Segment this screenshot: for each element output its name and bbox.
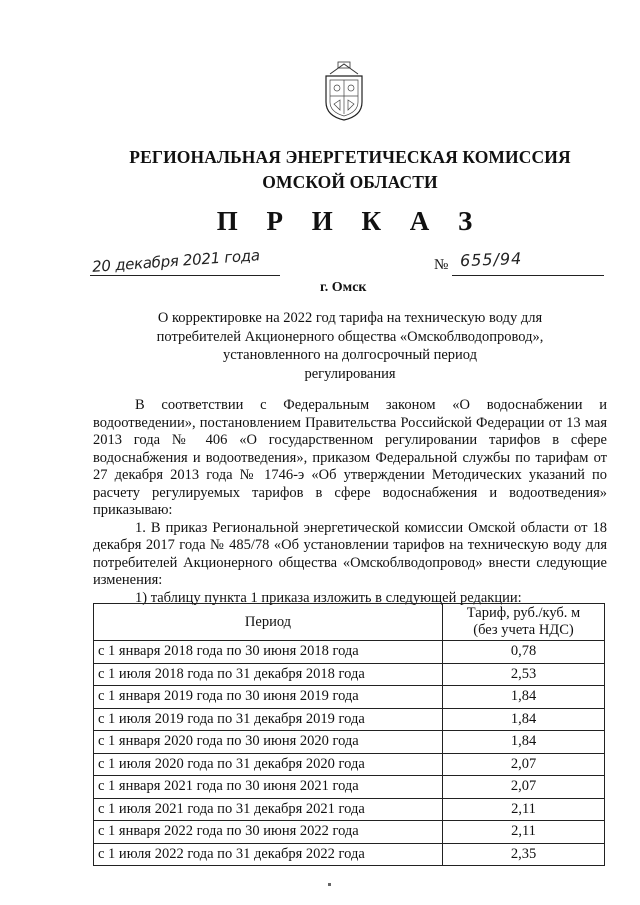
handwritten-date: 20 декабря 2021 года bbox=[91, 246, 261, 276]
table-row bbox=[94, 843, 605, 866]
period-cell: с 1 июля 2020 года по 31 декабря 2020 года bbox=[94, 753, 443, 776]
organization-name-line2: ОМСКОЙ ОБЛАСТИ bbox=[262, 172, 438, 192]
tariff-cell: 2,53 bbox=[443, 663, 605, 686]
page-mark bbox=[328, 883, 331, 886]
preamble-paragraph: В соответствии с Федеральным законом «О водоснабжении и водоотведении», постановлением Правительства Российской Федерации от 13 мая 2013 года № 406 «О государственном регулировании тарифов в сфере водоснабжения и водоотведения», приказом Федеральной службы по тарифам от 27 декабря 2013 года № 1746-э «Об утверждении Методических указаний по расчету регулируемых тарифов в сфере водоснабжения и водоотведения» приказываю: bbox=[93, 397, 607, 518]
table-row bbox=[94, 641, 605, 664]
table-row bbox=[94, 686, 605, 709]
table-row bbox=[94, 776, 605, 799]
subject-line: установленного на долгосрочный период bbox=[222, 347, 478, 363]
handwritten-number: 655/94 bbox=[459, 248, 523, 271]
table-row bbox=[94, 731, 605, 754]
coat-of-arms-icon bbox=[322, 60, 366, 122]
subject-line: потребителей Акционерного общества «Омскоблводопровод», bbox=[156, 328, 544, 345]
period-cell: с 1 июля 2019 года по 31 декабря 2019 года bbox=[94, 708, 443, 731]
clause-1-paragraph: 1. В приказ Региональной энергетической комиссии Омской области от 18 декабря 2017 года № 485/78 «Об установлении тарифов на техническую воду для потребителей Акционерного общества «Омскоблводопровод» внести следующие изменения: bbox=[93, 519, 607, 588]
subject-line: регулирования bbox=[304, 365, 396, 382]
table-row bbox=[94, 663, 605, 686]
organization-name-line1: РЕГИОНАЛЬНАЯ ЭНЕРГЕТИЧЕСКАЯ КОМИССИЯ bbox=[129, 147, 571, 167]
tariff-cell: 2,07 bbox=[443, 776, 605, 799]
subclause-1-paragraph: 1) таблицу пункта 1 приказа изложить в следующей редакции: bbox=[135, 589, 522, 606]
tariff-cell: 1,84 bbox=[443, 686, 605, 709]
column-header-tariff-line1: Тариф, руб./куб. м bbox=[466, 605, 581, 621]
subject-line: О корректировке на 2022 год тарифа на техническую воду для bbox=[157, 310, 543, 326]
table-row bbox=[94, 798, 605, 821]
period-cell: с 1 января 2019 года по 30 июня 2019 года bbox=[94, 686, 443, 709]
period-cell: с 1 июля 2022 года по 31 декабря 2022 года bbox=[94, 843, 443, 866]
period-cell: с 1 января 2018 года по 30 июня 2018 года bbox=[94, 641, 443, 664]
tariff-cell: 1,84 bbox=[443, 708, 605, 731]
tariff-cell: 1,84 bbox=[443, 731, 605, 754]
period-cell: с 1 января 2020 года по 30 июня 2020 года bbox=[94, 731, 443, 754]
tariff-cell: 2,11 bbox=[443, 821, 605, 844]
column-header-period: Период bbox=[94, 604, 443, 641]
column-header-tariff bbox=[443, 604, 605, 641]
number-label: № bbox=[434, 257, 449, 273]
table-header-row bbox=[94, 604, 605, 641]
period-cell: с 1 января 2021 года по 30 июня 2021 года bbox=[94, 776, 443, 799]
tariff-cell: 0,78 bbox=[443, 641, 605, 664]
tariff-cell: 2,35 bbox=[443, 843, 605, 866]
period-cell: с 1 января 2022 года по 30 июня 2022 года bbox=[94, 821, 443, 844]
period-cell: с 1 июля 2021 года по 31 декабря 2021 года bbox=[94, 798, 443, 821]
city-name: г. Омск bbox=[320, 280, 367, 295]
order-subject bbox=[130, 309, 570, 383]
tariff-cell: 2,11 bbox=[443, 798, 605, 821]
order-body bbox=[93, 397, 607, 607]
table-row bbox=[94, 821, 605, 844]
tariff-table bbox=[93, 603, 605, 866]
table-row bbox=[94, 708, 605, 731]
period-cell: с 1 июля 2018 года по 31 декабря 2018 года bbox=[94, 663, 443, 686]
number-underline bbox=[452, 275, 604, 276]
table-row bbox=[94, 753, 605, 776]
document-type-title: П Р И К А З bbox=[216, 206, 484, 236]
date-underline bbox=[90, 275, 280, 276]
tariff-cell: 2,07 bbox=[443, 753, 605, 776]
column-header-tariff-line2: (без учета НДС) bbox=[473, 622, 574, 638]
